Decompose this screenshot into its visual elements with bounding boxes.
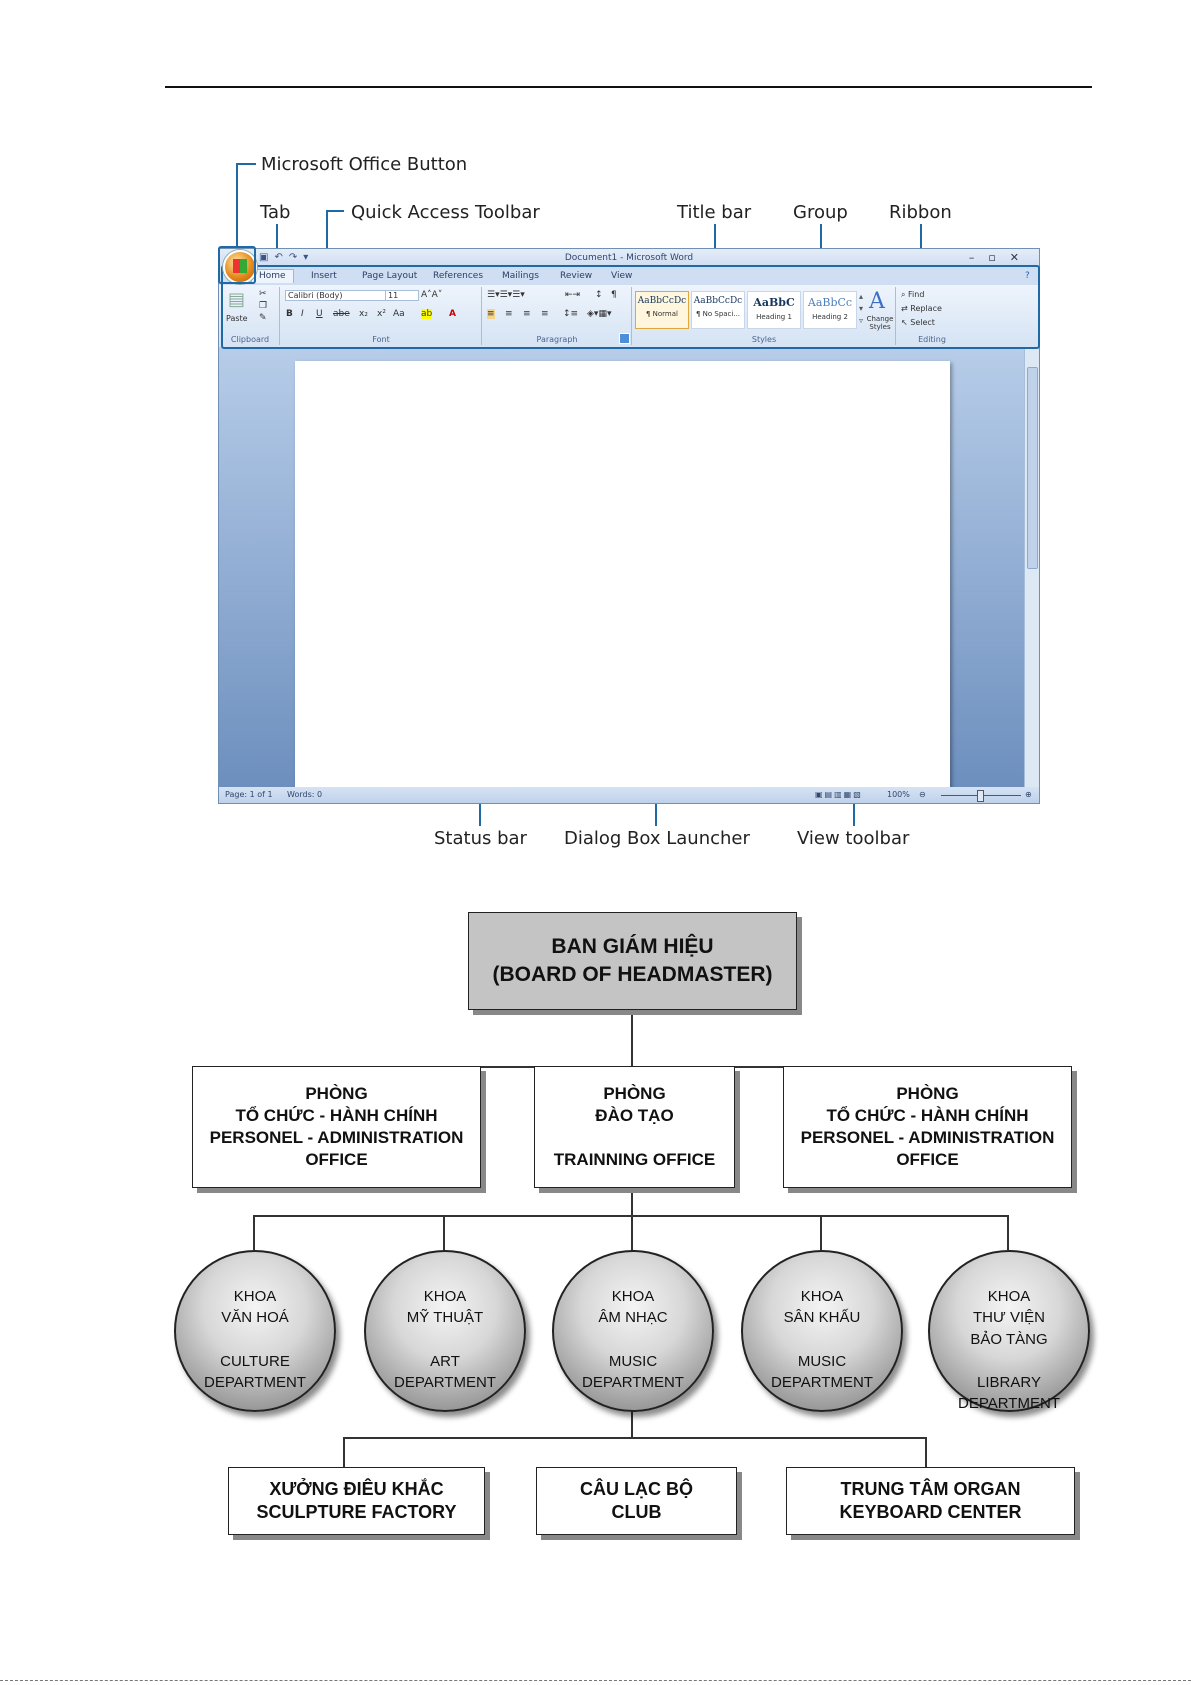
format-painter-icon[interactable]: ✎ — [259, 313, 267, 323]
cut-icon[interactable]: ✂ — [259, 289, 267, 299]
callout-dialog-launcher: Dialog Box Launcher — [564, 828, 750, 849]
line-spacing-icon[interactable]: ↕≡ — [563, 309, 579, 319]
connector — [631, 1410, 633, 1438]
office-box — [534, 1066, 735, 1188]
callout-title-bar: Title bar — [677, 202, 752, 223]
unit-line: KEYBOARD CENTER — [839, 1502, 1022, 1522]
leader-office-button — [236, 163, 238, 255]
tab-page-layout[interactable]: Page Layout — [362, 271, 418, 281]
footer-rule — [0, 1680, 1191, 1682]
dept-vi-line: BẢO TÀNG — [970, 1330, 1048, 1348]
tab-home[interactable]: Home — [251, 269, 294, 283]
help-icon[interactable]: ? — [1025, 271, 1030, 281]
unit-box — [228, 1467, 485, 1535]
view-toolbar[interactable]: ▣▤▥▦▧ — [815, 790, 863, 799]
unit-line: CÂU LẠC BỘ — [580, 1478, 693, 1499]
minimize-icon[interactable]: – — [968, 251, 989, 264]
scroll-thumb[interactable] — [1027, 367, 1038, 569]
paste-label[interactable]: Paste — [226, 314, 248, 323]
ribbon-highlight — [221, 265, 1040, 349]
style-sample: AaBbCcDc — [693, 296, 743, 306]
style-name: ¶ No Spaci... — [695, 310, 741, 318]
window-controls[interactable] — [969, 251, 1033, 264]
pilcrow-icon[interactable]: ¶ — [611, 290, 617, 300]
office-box — [783, 1066, 1072, 1188]
department-circle — [174, 1250, 336, 1412]
bold-icon[interactable]: B — [286, 309, 293, 319]
dept-vi-line: KHOA — [800, 1288, 844, 1305]
callout-view-toolbar: View toolbar — [797, 828, 910, 849]
dept-en-line: ART — [430, 1353, 460, 1370]
unit-box — [536, 1467, 737, 1535]
font-size-select[interactable]: 11 — [385, 290, 419, 301]
redo-icon[interactable]: ↷ — [288, 252, 304, 263]
callout-ribbon: Ribbon — [889, 202, 952, 223]
sort-icon[interactable]: ↕ — [595, 290, 603, 300]
leader-status-bar — [479, 802, 481, 826]
superscript-icon[interactable]: x² — [377, 309, 386, 319]
style-sample: AaBbC — [753, 296, 795, 309]
change-case-icon[interactable]: Aa — [393, 309, 405, 319]
tab-insert[interactable]: Insert — [311, 271, 337, 281]
dept-en-line: LIBRARY — [977, 1374, 1041, 1391]
underline-icon[interactable]: U — [316, 309, 323, 319]
dept-en-line: MUSIC — [608, 1353, 658, 1370]
status-bar — [219, 787, 1039, 803]
dept-vi-line: KHOA — [987, 1288, 1031, 1305]
connector — [1007, 1215, 1009, 1250]
connector — [925, 1437, 927, 1467]
strikethrough-icon[interactable]: abe — [333, 309, 350, 319]
style-name: Heading 2 — [812, 313, 848, 321]
connector — [443, 1215, 445, 1250]
dept-vi-line: KHOA — [233, 1288, 277, 1305]
office-line: TRAINNING OFFICE — [553, 1150, 716, 1170]
group-label-paragraph: Paragraph — [536, 335, 578, 344]
indent-icon[interactable]: ⇤⇥ — [565, 290, 581, 300]
unit-line: SCULPTURE FACTORY — [256, 1502, 457, 1522]
dept-vi-line: KHOA — [423, 1288, 467, 1305]
office-line: TỔ CHỨC - HÀNH CHÍNH — [826, 1105, 1029, 1125]
dept-vi-line: SÂN KHẤU — [783, 1309, 861, 1327]
styles-scroll-icon[interactable]: ▴ ▾ ▿ — [859, 292, 864, 325]
office-line — [535, 1127, 734, 1149]
department-circle — [928, 1250, 1090, 1412]
group-label-clipboard: Clipboard — [230, 335, 270, 344]
connector — [253, 1215, 1009, 1217]
italic-icon[interactable]: I — [301, 309, 304, 319]
office-box — [192, 1066, 481, 1188]
grow-font-icon[interactable]: A˄A˅ — [421, 290, 443, 300]
undo-icon[interactable]: ↶ — [274, 252, 289, 263]
dept-vi-line: VĂN HOÁ — [221, 1309, 289, 1327]
tab-view[interactable]: View — [611, 271, 633, 281]
dept-en-line: CULTURE — [220, 1353, 290, 1370]
restore-icon[interactable]: ▫ — [988, 251, 1010, 264]
dept-en-line: DEPARTMENT — [394, 1374, 496, 1392]
find-icon: ⌕ — [901, 290, 909, 299]
window-title: Document1 - Microsoft Word — [564, 253, 694, 263]
unit-line: XƯỞNG ĐIÊU KHẮC — [269, 1478, 444, 1499]
dept-vi-line: MỸ THUẬT — [406, 1309, 484, 1327]
replace-label: Replace — [910, 304, 942, 313]
office-line: OFFICE — [305, 1150, 368, 1170]
unit-box — [786, 1467, 1075, 1535]
dept-vi-line: ÂM NHẠC — [598, 1309, 668, 1327]
callout-quick-access: Quick Access Toolbar — [351, 202, 540, 223]
callout-tab: Tab — [260, 202, 291, 223]
style-name: ¶ Normal — [645, 310, 678, 318]
office-line: PERSONEL - ADMINISTRATION — [209, 1128, 464, 1147]
style-sample: AaBbCc — [807, 296, 853, 309]
dept-en-line: DEPARTMENT — [582, 1374, 684, 1392]
unit-line: TRUNG TÂM ORGAN — [840, 1478, 1021, 1499]
page-count[interactable]: Page: 1 of 1 — [225, 790, 273, 799]
callout-office-button: Microsoft Office Button — [261, 154, 468, 175]
board-title-vi: BAN GIÁM HIỆU — [551, 934, 714, 958]
customize-icon[interactable]: ▾ — [303, 252, 315, 263]
dept-en-line: MUSIC — [797, 1353, 847, 1370]
department-circle — [552, 1250, 714, 1412]
leader-quick-access-h — [326, 210, 344, 212]
shading-icon[interactable]: ◈▾▦▾ — [587, 309, 612, 319]
style-name: Heading 1 — [756, 313, 792, 321]
office-button-highlight — [218, 246, 256, 284]
highlight-icon[interactable]: ab — [421, 309, 433, 319]
copy-icon[interactable]: ❐ — [259, 301, 268, 311]
tab-mailings[interactable]: Mailings — [502, 271, 539, 281]
document-page[interactable] — [295, 361, 950, 791]
tab-review[interactable]: Review — [560, 271, 593, 281]
zoom-level[interactable]: 100% — [887, 790, 910, 799]
paste-icon[interactable]: ▤ — [228, 289, 246, 310]
group-label-font: Font — [372, 335, 390, 344]
callout-group: Group — [793, 202, 848, 223]
dept-en-line: DEPARTMENT — [771, 1374, 873, 1392]
connector — [631, 1010, 633, 1066]
office-line: PHÒNG — [305, 1083, 368, 1103]
header-rule — [165, 86, 1092, 88]
department-circle — [741, 1250, 903, 1412]
word-count[interactable]: Words: 0 — [287, 790, 323, 799]
tab-references[interactable]: References — [433, 271, 484, 281]
vertical-scrollbar[interactable] — [1024, 347, 1039, 787]
office-line: PERSONEL - ADMINISTRATION — [800, 1128, 1055, 1147]
align-center-icon[interactable]: ≡ — [505, 309, 513, 319]
font-name-select[interactable]: Calibri (Body) — [285, 290, 386, 301]
office-line: PHÒNG — [896, 1083, 959, 1103]
office-line: TỔ CHỨC - HÀNH CHÍNH — [235, 1105, 438, 1125]
dept-en-line: DEPARTMENT — [204, 1374, 306, 1392]
zoom-out-icon[interactable]: ⊖ — [919, 790, 926, 799]
change-styles-label[interactable]: Change Styles — [866, 315, 894, 331]
department-circle — [364, 1250, 526, 1412]
connector — [253, 1215, 255, 1250]
document-area — [219, 347, 1025, 787]
leader-office-button-h — [236, 163, 256, 165]
align-left-icon[interactable]: ≡ — [487, 309, 495, 319]
bullets-icon[interactable]: ☰▾☰▾☰▾ — [487, 290, 525, 300]
unit-line: CLUB — [611, 1502, 662, 1522]
office-line: PHÒNG — [603, 1083, 666, 1103]
save-icon[interactable]: ▣ — [259, 252, 275, 263]
callout-status-bar: Status bar — [434, 828, 527, 849]
connector — [343, 1437, 345, 1467]
change-styles-icon[interactable]: A — [869, 289, 885, 314]
group-label-editing: Editing — [918, 335, 946, 344]
zoom-knob[interactable] — [977, 790, 984, 802]
dept-vi-line: KHOA — [611, 1288, 655, 1305]
style-sample: AaBbCcDc — [637, 296, 687, 306]
board-of-headmaster-box — [468, 912, 797, 1010]
zoom-in-icon[interactable]: ⊕ — [1025, 790, 1032, 799]
replace-icon: ⇄ — [901, 304, 911, 313]
subscript-icon[interactable]: x₂ — [359, 309, 368, 319]
font-color-icon[interactable]: A — [449, 309, 456, 319]
office-line: OFFICE — [896, 1150, 959, 1170]
align-right-icon[interactable]: ≡ — [523, 309, 531, 319]
office-line: ĐÀO TẠO — [595, 1105, 674, 1125]
connector — [820, 1215, 822, 1250]
connector — [343, 1437, 927, 1439]
select-label: Select — [910, 318, 935, 327]
find-label: Find — [908, 290, 925, 299]
select-icon: ↖ — [901, 318, 911, 327]
justify-icon[interactable]: ≡ — [541, 309, 549, 319]
close-icon[interactable]: ✕ — [1009, 251, 1033, 264]
group-label-styles: Styles — [751, 335, 777, 344]
leader-view-toolbar — [853, 802, 855, 826]
dept-vi-line: THƯ VIỆN — [973, 1309, 1045, 1327]
dept-en-line: DEPARTMENT — [958, 1395, 1060, 1413]
board-title-en: (BOARD OF HEADMASTER) — [492, 963, 773, 986]
